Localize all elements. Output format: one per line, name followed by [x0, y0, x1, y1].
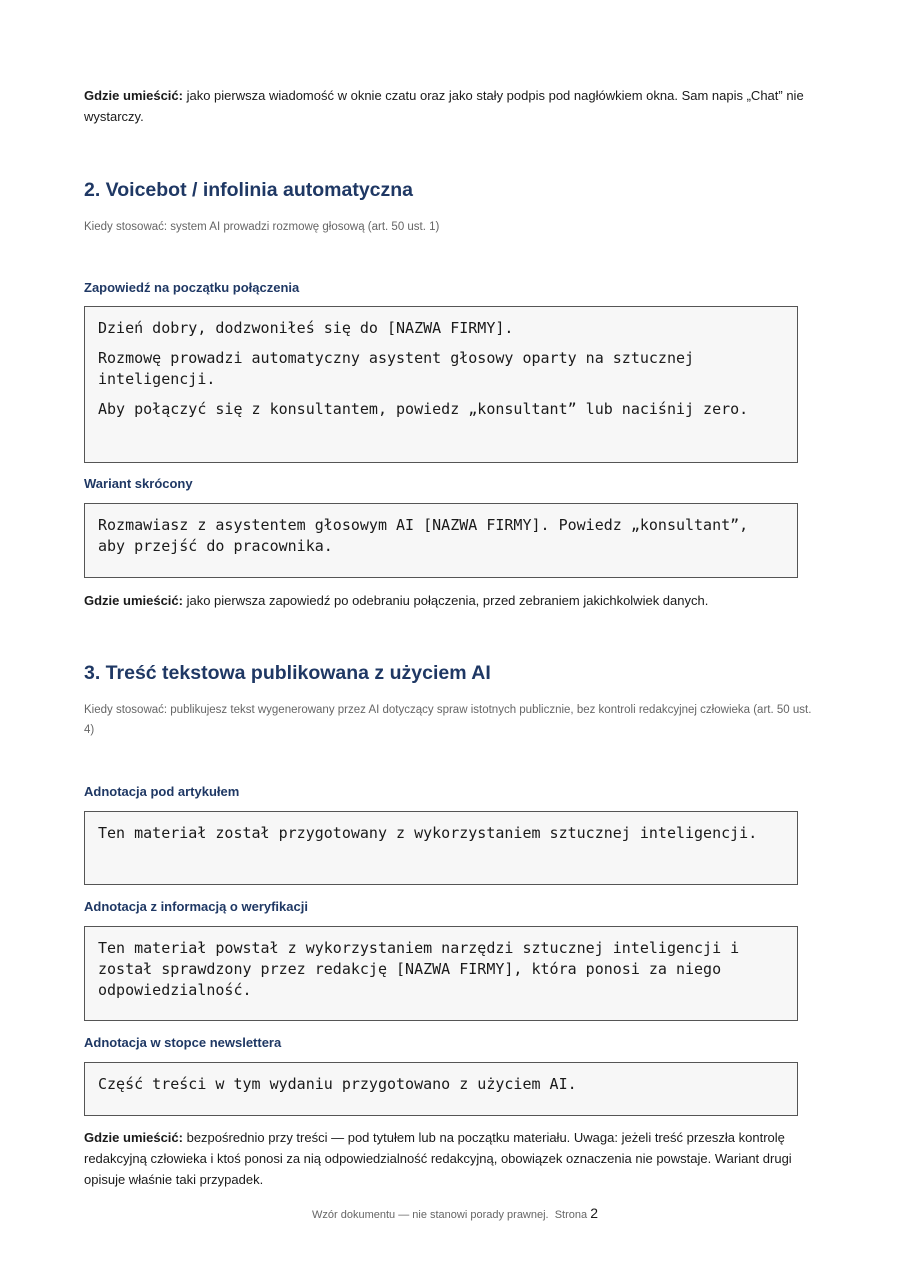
section-3-sub2-box	[84, 926, 798, 1021]
box-line: Aby połączyć się z konsultantem, powiedz „konsultant” lub naciśnij zero.	[98, 400, 749, 418]
section-3-where-label: Gdzie umieścić:	[84, 1130, 183, 1145]
section-2-where-label: Gdzie umieścić:	[84, 593, 183, 608]
intro-where-text: jako pierwsza wiadomość w oknie czatu oraz jako stały podpis pod nagłówkiem okna. Sam napis „Chat” nie wystarczy.	[84, 88, 804, 124]
section-2-sub1-box	[84, 306, 798, 463]
section-3-sub3-box	[84, 1062, 798, 1116]
section-2-where-text: jako pierwsza zapowiedź po odebraniu połączenia, przed zebraniem jakichkolwiek danych.	[182, 593, 709, 608]
section-2-placement-note	[84, 590, 815, 611]
section-2-sub1-heading: Zapowiedź na początku połączenia	[84, 280, 300, 295]
section-2-sub2-heading: Wariant skrócony	[84, 476, 193, 491]
box-text: Ten materiał został przygotowany z wykorzystaniem sztucznej inteligencji.	[98, 824, 758, 842]
section-2-title: 2. Voicebot / infolinia automatyczna	[84, 179, 414, 201]
box-line: Dzień dobry, dodzwoniłeś się do [NAZWA FIRMY].	[98, 319, 514, 337]
page-footer	[0, 1203, 910, 1225]
section-3-sub3-heading: Adnotacja w stopce newslettera	[84, 1035, 282, 1050]
section-2-sub2-box	[84, 503, 798, 578]
section-3-sub1-heading: Adnotacja pod artykułem	[84, 784, 240, 799]
section-3-title: 3. Treść tekstowa publikowana z użyciem AI	[84, 662, 491, 684]
section-3-sub1-box	[84, 811, 798, 885]
intro-where-label: Gdzie umieścić:	[84, 88, 183, 103]
section-3-when: Kiedy stosować: publikujesz tekst wygenerowany przez AI dotyczący spraw istotnych publicznie, bez kontroli redakcyjnej człowieka (art. 50 ust. 4)	[84, 704, 812, 736]
intro-placement-note	[84, 85, 815, 127]
box-line: Rozmowę prowadzi automatyczny asystent głosowy oparty na sztucznej inteligencji.	[98, 349, 695, 388]
section-3-sub2-heading: Adnotacja z informacją o weryfikacji	[84, 899, 308, 914]
box-text: Ten materiał powstał z wykorzystaniem narzędzi sztucznej inteligencji i został sprawdzony przez redakcję [NAZWA FIRMY], która ponosi za niego odpowiedzialność.	[98, 939, 740, 999]
box-text: Rozmawiasz z asystentem głosowym AI [NAZWA FIRMY]. Powiedz „konsultant”, aby przejść do pracownika.	[98, 516, 749, 555]
section-2-when: Kiedy stosować: system AI prowadzi rozmowę głosową (art. 50 ust. 1)	[84, 221, 440, 233]
footer-text: Wzór dokumentu — nie stanowi porady prawnej. Strona	[312, 1209, 591, 1221]
page-number: 2	[590, 1205, 598, 1221]
box-text: Część treści w tym wydaniu przygotowano z użyciem AI.	[98, 1075, 577, 1093]
section-3-placement-note	[84, 1127, 815, 1190]
section-3-where-text: bezpośrednio przy treści — pod tytułem lub na początku materiału. Uwaga: jeżeli treść przeszła kontrolę redakcyjną człowieka i ktoś ponosi za nią odpowiedzialność redakcyjną, obowiązek oznaczenia nie powstaje. Wariant drugi opisuje właśnie taki przypadek.	[84, 1130, 792, 1187]
